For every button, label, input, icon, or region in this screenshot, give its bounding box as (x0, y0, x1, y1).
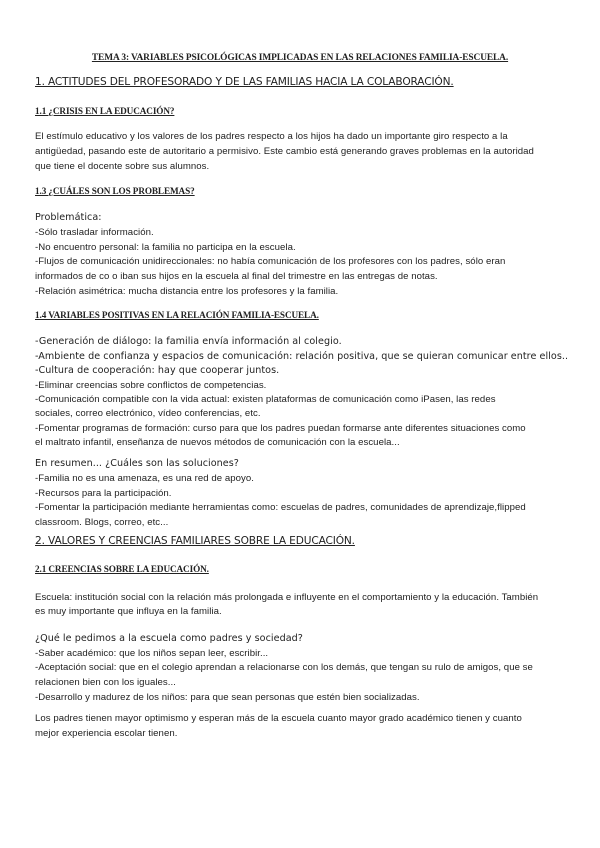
paragraph-line: Escuela: institución social con la relación más prolongada e influyente en el comportamiento y la educación. También (35, 592, 539, 603)
section-1-heading: 1. ACTITUDES DEL PROFESORADO Y DE LAS FAMILIAS HACIA LA COLABORACIÓN. (35, 76, 454, 88)
list-item-continuation: informados de co o iban sus hijos en la escuela al final del trimestre en las entregas de notas. (35, 271, 438, 282)
paragraph-line: que tiene el docente sobre sus alumnos. (35, 161, 210, 172)
list-item: -Flujos de comunicación unidireccionales: no había comunicación de los profesores con los padres, sólo eran (35, 256, 506, 267)
subsection-1-4-heading: 1.4 VARIABLES POSITIVAS EN LA RELACIÓN FAMILIA-ESCUELA. (35, 310, 319, 320)
paragraph-line: antigüedad, pasando este de autoritario a permisivo. Este cambio está generando graves problemas en la autoridad (35, 146, 534, 157)
list-item-continuation: relacionen bien con los iguales... (35, 677, 176, 688)
paragraph-line: es muy importante que influya en la familia. (35, 606, 222, 617)
summary-lead: En resumen... ¿Cuáles son las soluciones? (35, 458, 239, 469)
list-item: -Generación de diálogo: la familia envía información al colegio. (35, 336, 342, 347)
list-item-continuation: sociales, correo electrónico, vídeo conferencias, etc. (35, 408, 261, 419)
problematica-lead: Problemática: (35, 212, 102, 223)
list-item: -Saber académico: que los niños sepan leer, escribir... (35, 648, 269, 659)
list-item: -Fomentar la participación mediante herramientas como: escuelas de padres, comunidades de aprendizaje,flipped (35, 502, 526, 513)
list-item: -Eliminar creencias sobre conflictos de competencias. (35, 380, 267, 391)
list-item-continuation: classroom. Blogs, correo, etc... (35, 517, 169, 528)
document-title: TEMA 3: VARIABLES PSICOLÓGICAS IMPLICADAS EN LAS RELACIONES FAMILIA-ESCUELA. (91, 53, 509, 63)
subsection-1-3-heading: 1.3 ¿CUÁLES SON LOS PROBLEMAS? (35, 186, 195, 196)
list-item: -Cultura de cooperación: hay que cooperar juntos. (35, 365, 280, 376)
list-item: -Ambiente de confianza y espacios de comunicación: relación positiva, que se quieran comunicar entre ellos.. (35, 351, 569, 362)
paragraph-line: mejor experiencia escolar tienen. (35, 728, 178, 739)
list-item: -Desarrollo y madurez de los niños: para que sean personas que estén bien socializadas. (35, 692, 420, 703)
paragraph-line: El estímulo educativo y los valores de los padres respecto a los hijos ha dado un importante giro respecto a la (35, 131, 508, 142)
subsection-1-1-heading: 1.1 ¿CRISIS EN LA EDUCACIÓN? (35, 106, 175, 116)
section-2-heading: 2. VALORES Y CREENCIAS FAMILIARES SOBRE LA EDUCACIÓN. (35, 535, 355, 547)
list-item: -Familia no es una amenaza, es una red de apoyo. (35, 473, 254, 484)
list-item: -Comunicación compatible con la vida actual: existen plataformas de comunicación como iPasen, las redes (35, 394, 496, 405)
question-lead: ¿Qué le pedimos a la escuela como padres y sociedad? (35, 633, 303, 644)
paragraph-line: Los padres tienen mayor optimismo y esperan más de la escuela cuanto mayor grado académico tienen y cuanto (35, 713, 522, 724)
list-item: -Relación asimétrica: mucha distancia entre los profesores y la familia. (35, 286, 339, 297)
list-item: -No encuentro personal: la familia no participa en la escuela. (35, 242, 296, 253)
list-item-continuation: el maltrato infantil, enseñanza de nuevos métodos de comunicación con la escuela... (35, 437, 400, 448)
subsection-2-1-heading: 2.1 CREENCIAS SOBRE LA EDUCACIÓN. (35, 564, 209, 574)
list-item: -Recursos para la participación. (35, 488, 172, 499)
list-item: -Fomentar programas de formación: curso para que los padres puedan formarse ante diferentes situaciones como (35, 423, 526, 434)
list-item: -Aceptación social: que en el colegio aprendan a relacionarse con los demás, que tengan su rulo de amigos, que se (35, 662, 533, 673)
list-item: -Sólo trasladar información. (35, 227, 154, 238)
